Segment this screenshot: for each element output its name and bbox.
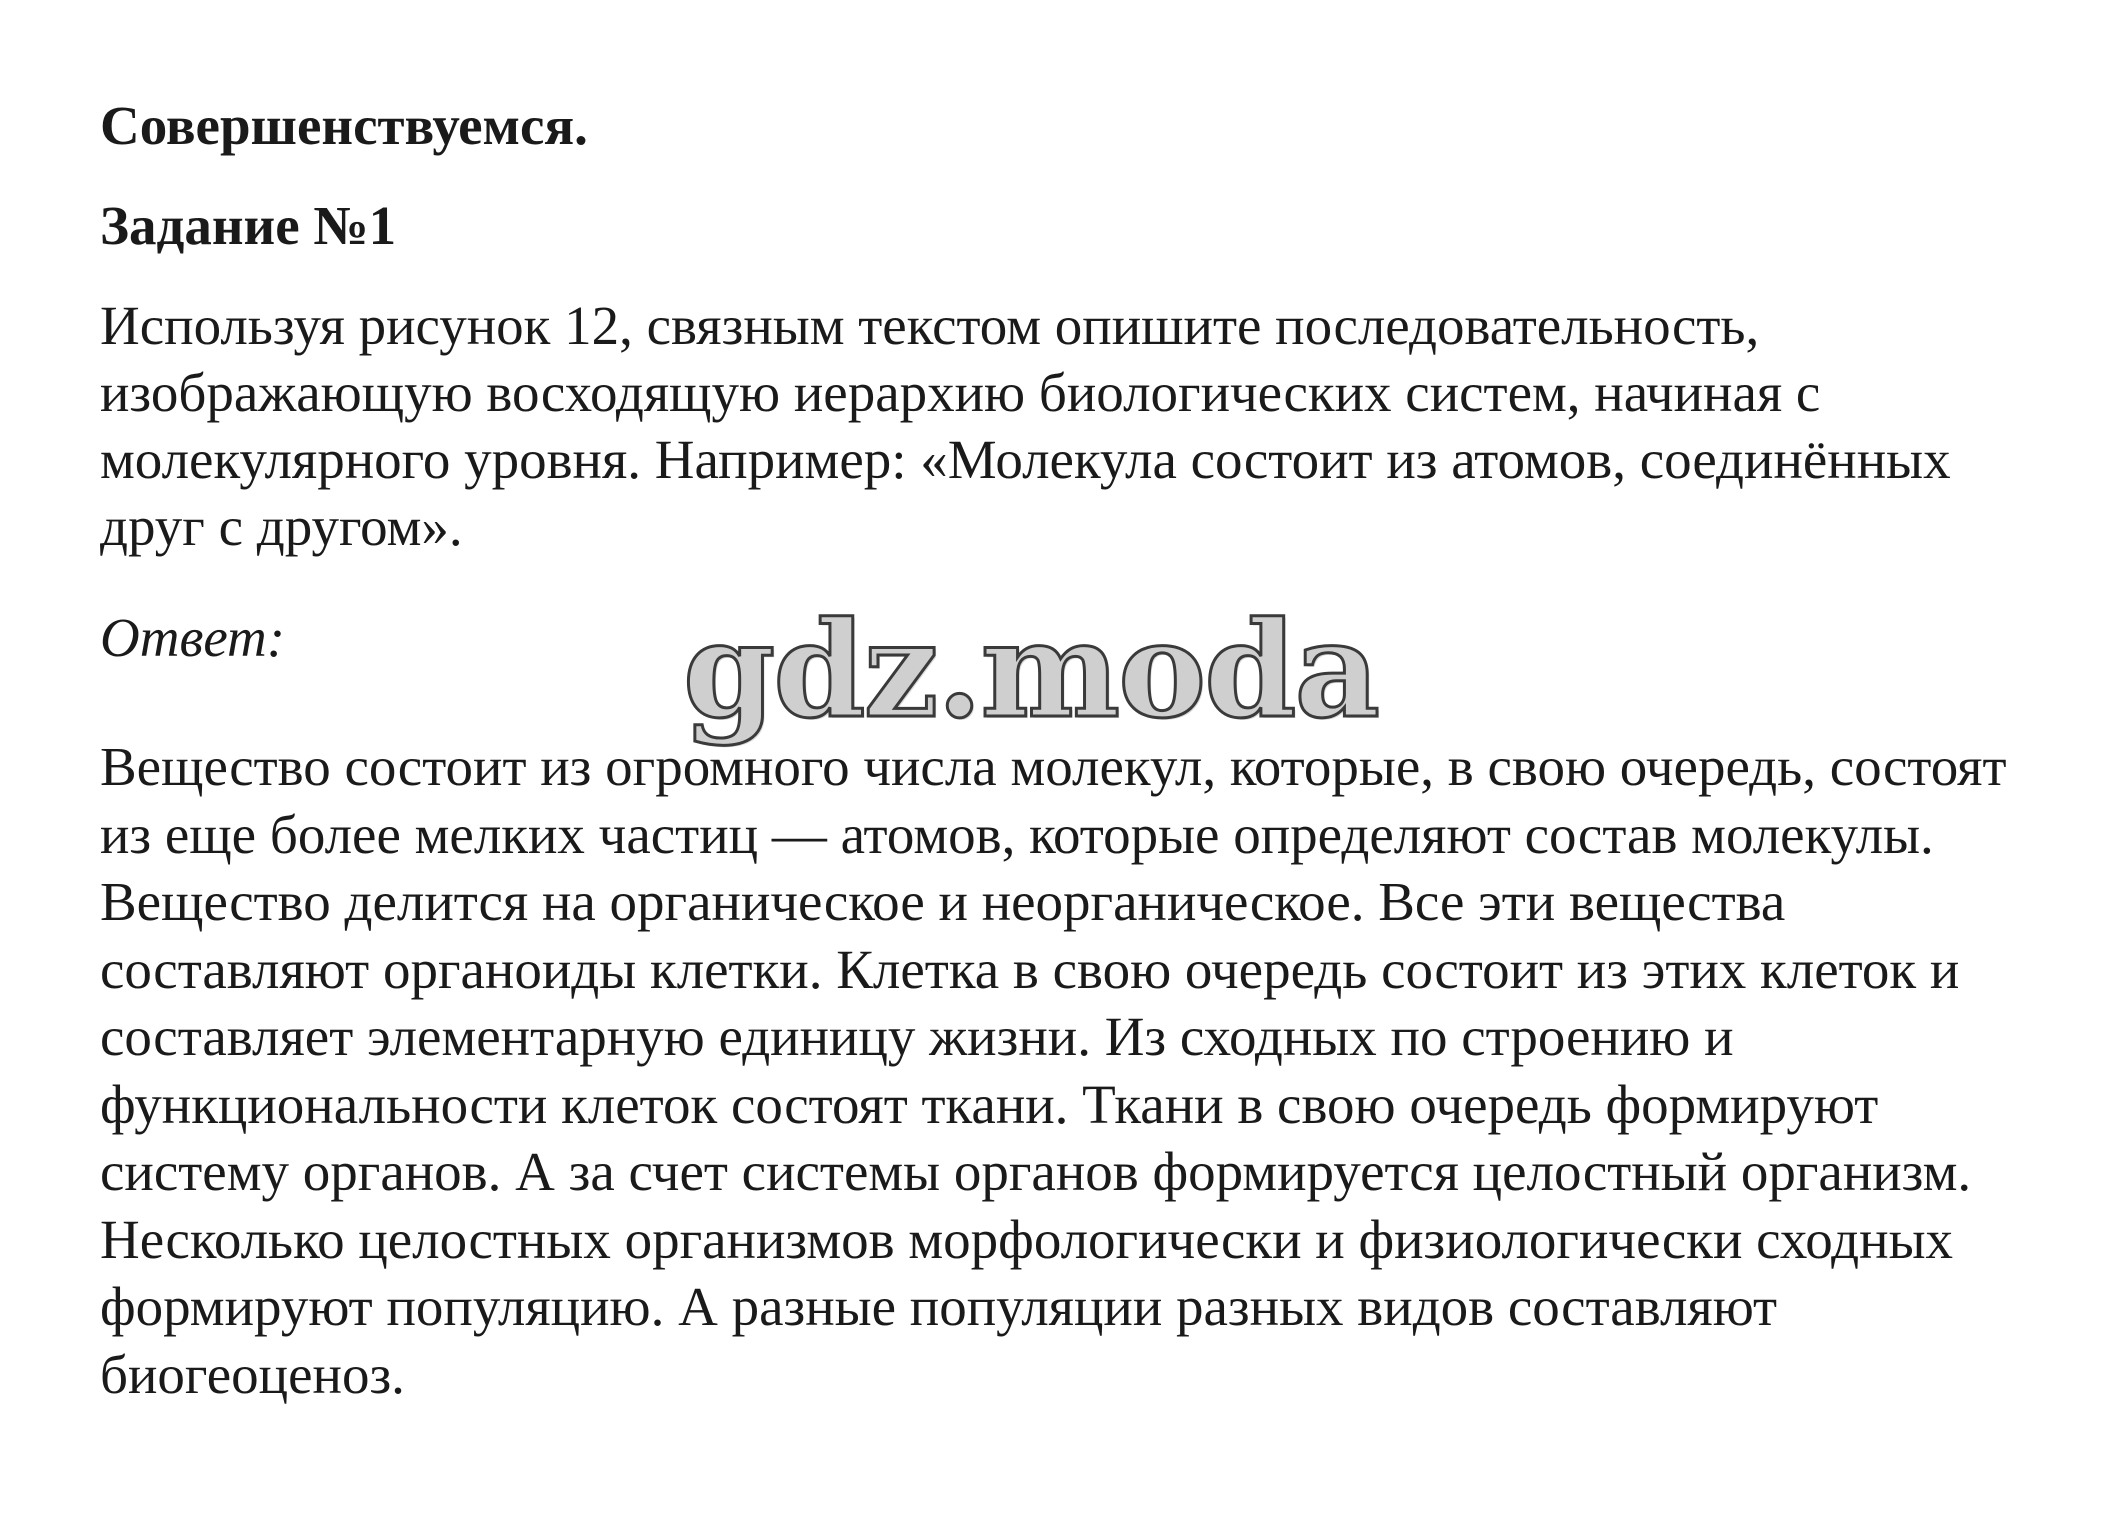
document-page: [100, 92, 2060, 1408]
answer-text: Вещество состоит из огромного числа молекул, которые, в свою очередь, состоят из еще более мелких частиц — атомов, которые определяют состав молекулы. Вещество делится на органическое и неорганическое. Все эти вещества составляют органоиды клетки. Клетка в свою очередь состоит из этих клеток и составляет элементарную единицу жизни. Из сходных по строению и функциональности клеток состоят ткани. Ткани в свою очередь формируют систему органов. А за счет системы органов формируется целостный организм. Несколько целостных организмов морфологически и физиологически сходных формируют популяцию. А разные популяции разных видов составляют биогеоценоз.: [100, 736, 2007, 1405]
task-text: Используя рисунок 12, связным текстом опишите последовательность, изображающую восходящую иерархию биологических систем, начиная с молекулярного уровня. Например: «Молекула состоит из атомов, соединённых друг с другом».: [100, 295, 1951, 557]
section-heading: Совершенствуемся.: [100, 95, 588, 156]
answer-label: Ответ:: [100, 607, 286, 668]
task-heading: Задание №1: [100, 195, 397, 256]
watermark-logo: gdz.moda: [683, 593, 1379, 748]
